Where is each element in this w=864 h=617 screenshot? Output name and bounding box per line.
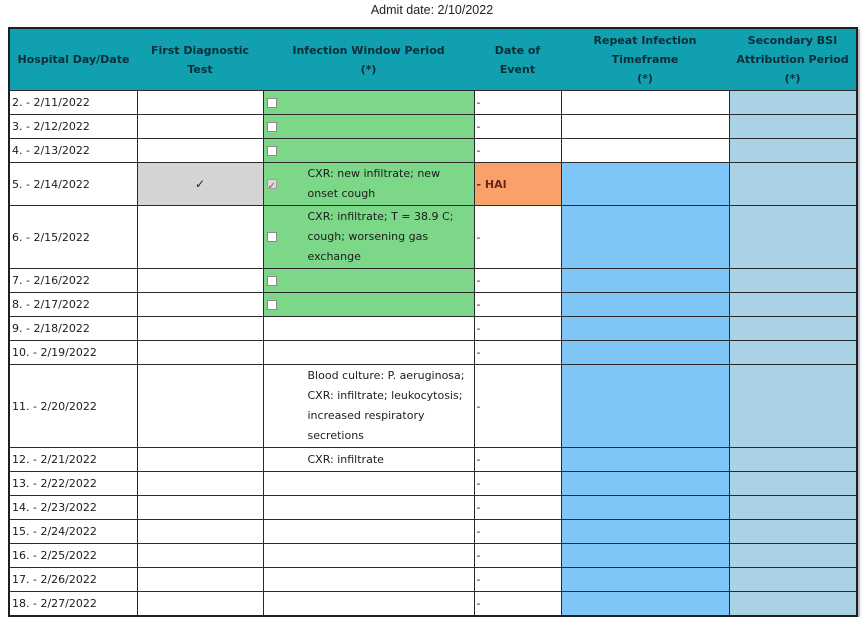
table-row [9,163,857,206]
first-diagnostic-test-cell [137,448,263,472]
infection-window-period-cell [263,568,474,592]
day-date-cell: 6. - 2/15/2022 [9,206,137,269]
infection-window-period-cell [263,269,474,293]
iwp-checkbox[interactable] [267,276,277,286]
date-of-event-cell: - [474,139,561,163]
clinical-findings-text: Blood culture: P. aeruginosa; CXR: infiltrate; leukocytosis; increased respiratory secretions [307,369,465,442]
secondary-bsi-attribution-cell [729,472,857,496]
repeat-infection-timeframe-cell [561,206,729,269]
first-diagnostic-test-cell [137,317,263,341]
header-label: Hospital Day/Date [17,53,130,66]
secondary-bsi-attribution-cell [729,206,857,269]
infection-window-period-cell [263,472,474,496]
header-label: Infection Window Period [292,43,445,57]
date-of-event-cell: - [474,293,561,317]
infection-window-period-cell [263,293,474,317]
infection-window-period-cell [263,448,474,472]
table-row [9,293,857,317]
worksheet-body [9,91,857,617]
date-of-event-cell: - [474,115,561,139]
secondary-bsi-attribution-cell [729,269,857,293]
repeat-infection-timeframe-cell [561,115,729,139]
table-row [9,496,857,520]
header-infection-window-period [263,28,474,91]
infection-window-period-cell [263,496,474,520]
day-date-cell: 15. - 2/24/2022 [9,520,137,544]
table-row [9,91,857,115]
secondary-bsi-attribution-cell [729,317,857,341]
repeat-infection-timeframe-cell [561,592,729,617]
iwp-checkbox[interactable] [267,122,277,132]
day-date-cell: 3. - 2/12/2022 [9,115,137,139]
secondary-bsi-attribution-cell [729,448,857,472]
date-of-event-cell: - [474,91,561,115]
table-row [9,544,857,568]
header-secondary-bsi-attribution-period [729,28,857,91]
date-of-event-cell: - [474,206,561,269]
clinical-findings-text: CXR: infiltrate [307,452,384,466]
secondary-bsi-attribution-cell [729,496,857,520]
date-of-event-cell: - [474,472,561,496]
date-of-event-cell: - [474,592,561,617]
secondary-bsi-attribution-cell [729,341,857,365]
infection-window-period-cell [263,163,474,206]
day-date-cell: 7. - 2/16/2022 [9,269,137,293]
first-diagnostic-test-cell [137,91,263,115]
header-repeat-infection-timeframe [561,28,729,91]
secondary-bsi-attribution-cell [729,592,857,617]
header-first-diagnostic-test [137,28,263,91]
repeat-infection-timeframe-cell [561,568,729,592]
repeat-infection-timeframe-cell [561,472,729,496]
first-diagnostic-test-cell [137,139,263,163]
clinical-findings-text: CXR: infiltrate; T = 38.9 C; cough; worsening gas exchange [307,210,454,263]
first-diagnostic-test-cell [137,496,263,520]
repeat-infection-timeframe-cell [561,544,729,568]
table-header [9,28,857,91]
table-row [9,341,857,365]
first-diagnostic-test-cell [137,472,263,496]
secondary-bsi-attribution-cell [729,139,857,163]
secondary-bsi-attribution-cell [729,568,857,592]
date-of-event-cell: - HAI [474,163,561,206]
repeat-infection-timeframe-cell [561,448,729,472]
day-date-cell: 14. - 2/23/2022 [9,496,137,520]
iwp-checkbox[interactable] [267,98,277,108]
date-of-event-cell: - [474,317,561,341]
repeat-infection-timeframe-cell [561,317,729,341]
first-diagnostic-test-cell [137,568,263,592]
infection-window-period-cell [263,139,474,163]
table-row [9,139,857,163]
infection-window-period-cell [263,317,474,341]
secondary-bsi-attribution-cell [729,115,857,139]
day-date-cell: 11. - 2/20/2022 [9,365,137,448]
header-sub: (*) [360,62,377,76]
infection-window-period-cell [263,341,474,365]
table-row [9,472,857,496]
iwp-checkbox[interactable] [267,300,277,310]
header-date-of-event [474,28,561,91]
repeat-infection-timeframe-cell [561,163,729,206]
iwp-checkbox[interactable] [267,146,277,156]
infection-window-period-cell [263,91,474,115]
table-row [9,448,857,472]
day-date-cell: 18. - 2/27/2022 [9,592,137,617]
first-diagnostic-test-cell [137,269,263,293]
first-diagnostic-test-cell [137,544,263,568]
first-diagnostic-test-cell [137,592,263,617]
table-row [9,269,857,293]
first-diagnostic-test-cell [137,115,263,139]
first-diagnostic-test-cell [137,206,263,269]
admit-date-label: Admit date: 2/10/2022 [370,3,494,17]
header-label: First Diagnostic Test [150,43,250,76]
day-date-cell: 5. - 2/14/2022 [9,163,137,206]
header-label: Secondary BSI Attribution Period [736,34,849,66]
table-row [9,206,857,269]
secondary-bsi-attribution-cell [729,365,857,448]
day-date-cell: 12. - 2/21/2022 [9,448,137,472]
first-diagnostic-test-cell [137,341,263,365]
day-date-cell: 4. - 2/13/2022 [9,139,137,163]
header-label: Date of Event [494,43,541,76]
table-row [9,568,857,592]
infection-window-period-cell [263,592,474,617]
day-date-cell: 13. - 2/22/2022 [9,472,137,496]
secondary-bsi-attribution-cell [729,91,857,115]
date-of-event-cell: - [474,341,561,365]
repeat-infection-timeframe-cell [561,365,729,448]
secondary-bsi-attribution-cell [729,293,857,317]
infection-window-period-cell [263,365,474,448]
first-diagnostic-test-cell [137,365,263,448]
day-date-cell: 10. - 2/19/2022 [9,341,137,365]
day-date-cell: 16. - 2/25/2022 [9,544,137,568]
infection-window-period-cell [263,115,474,139]
iwp-checkbox[interactable] [267,179,277,189]
repeat-infection-timeframe-cell [561,496,729,520]
table-row [9,592,857,617]
repeat-infection-timeframe-cell [561,269,729,293]
repeat-infection-timeframe-cell [561,139,729,163]
date-of-event-cell: - [474,365,561,448]
first-diagnostic-test-cell [137,293,263,317]
iwp-checkbox[interactable] [267,232,277,242]
date-of-event-cell: - [474,520,561,544]
header-sub: (*) [784,72,801,85]
date-of-event-cell: - [474,448,561,472]
repeat-infection-timeframe-cell [561,293,729,317]
table-row [9,115,857,139]
date-of-event-cell: - [474,269,561,293]
date-of-event-cell: - [474,544,561,568]
infection-window-worksheet-table [8,27,858,617]
table-row [9,365,857,448]
infection-window-period-cell [263,544,474,568]
date-of-event-cell: - [474,568,561,592]
table-row [9,317,857,341]
worksheet-container [8,27,858,617]
header-label: Repeat Infection Timeframe [593,34,697,66]
repeat-infection-timeframe-cell [561,91,729,115]
repeat-infection-timeframe-cell [561,341,729,365]
day-date-cell: 2. - 2/11/2022 [9,91,137,115]
header-hospital-day-date [9,28,137,91]
first-diagnostic-test-cell: ✓ [137,163,263,206]
secondary-bsi-attribution-cell [729,544,857,568]
secondary-bsi-attribution-cell [729,163,857,206]
day-date-cell: 9. - 2/18/2022 [9,317,137,341]
day-date-cell: 8. - 2/17/2022 [9,293,137,317]
day-date-cell: 17. - 2/26/2022 [9,568,137,592]
header-sub: (*) [637,72,653,85]
clinical-findings-text: CXR: new infiltrate; new onset cough [307,167,441,200]
infection-window-period-cell [263,206,474,269]
header-row [9,28,857,91]
date-of-event-cell: - [474,496,561,520]
